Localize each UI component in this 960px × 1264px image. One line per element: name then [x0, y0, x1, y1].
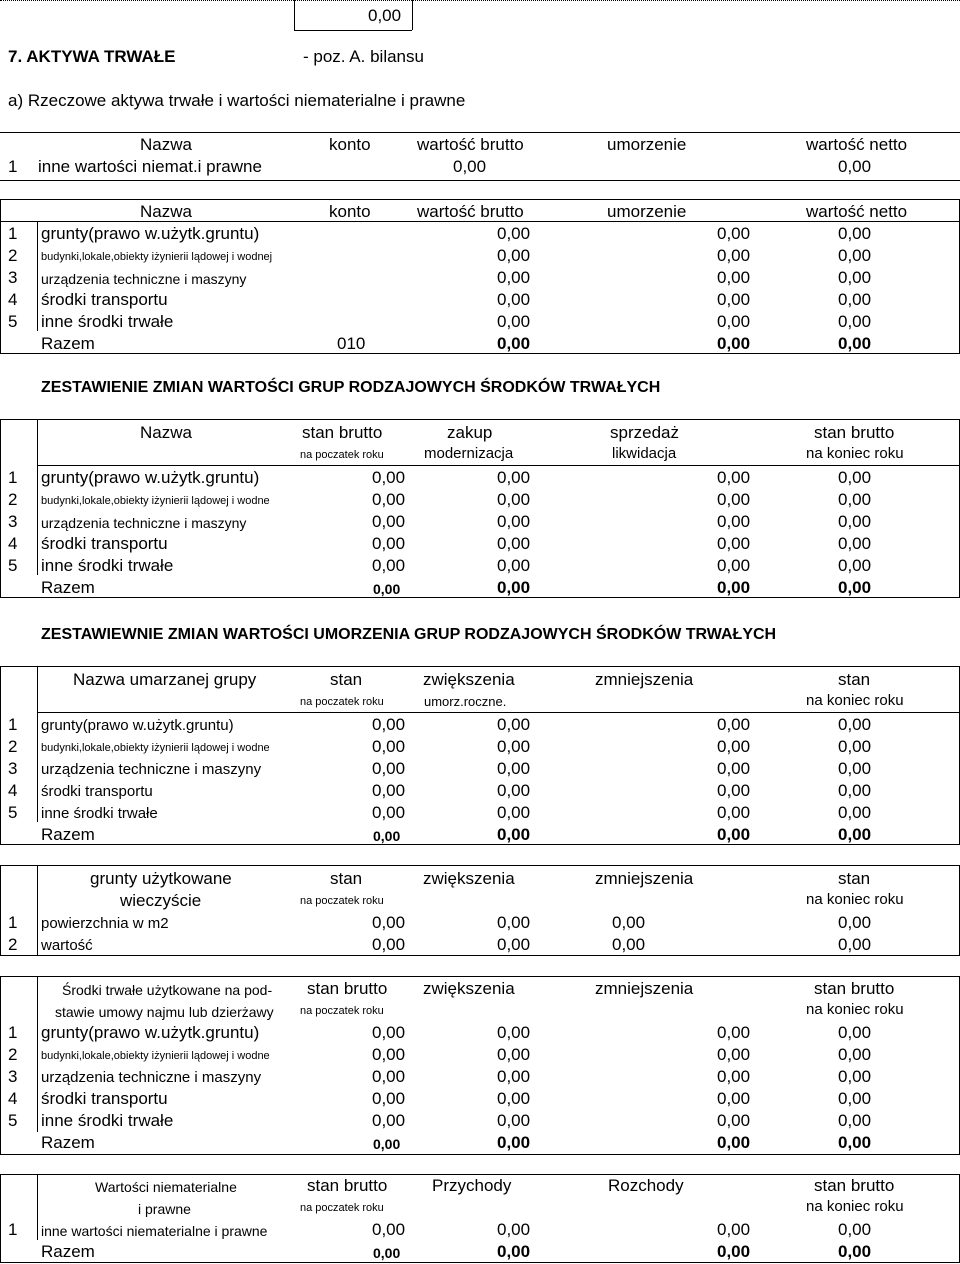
top-value: 0,00 [368, 6, 402, 25]
row-number: 4 [8, 1089, 18, 1108]
gross-value-cell: 0,00 [497, 290, 531, 309]
subheader-liquidation: likwidacja [612, 445, 677, 462]
column-header-start-state: stan [330, 670, 363, 689]
row-number: 5 [8, 803, 18, 822]
total-value: 0,00 [838, 1242, 872, 1261]
subheader-annual-depreciation: umorz.roczne. [424, 694, 507, 709]
row-number: 2 [8, 246, 18, 265]
column-header-purchase: zakup [447, 423, 493, 442]
row-name: budynki,lokale,obiekty iżynierii lądowej i wodne [41, 495, 270, 507]
value-cell: 0,00 [838, 468, 872, 487]
row-name: grunty(prawo w.użytk.gruntu) [41, 468, 260, 487]
value-cell: 0,00 [717, 737, 751, 756]
page-title: 7. AKTYWA TRWAŁE [8, 47, 176, 66]
subheader-end-of-year: na koniec roku [806, 1001, 904, 1018]
row-name: budynki,lokale,obiekty iżynierii lądowej i wodne [41, 1050, 270, 1062]
column-header-decreases: zmniejszenia [595, 869, 694, 888]
total-label: Razem [41, 1242, 95, 1261]
gross-value-cell: 0,00 [497, 312, 531, 331]
row-number: 4 [8, 534, 18, 553]
value-cell: 0,00 [372, 759, 406, 778]
top-cell-right-border [412, 0, 413, 30]
net-value-cell: 0,00 [838, 224, 872, 243]
value-cell: 0,00 [717, 1111, 751, 1130]
value-cell: 0,00 [612, 913, 646, 932]
subheader-end-of-year: na koniec roku [806, 692, 904, 709]
row-name: urządzenia techniczne i maszyny [41, 761, 262, 778]
total-value: 0,00 [497, 825, 531, 844]
value-cell: 0,00 [497, 1111, 531, 1130]
depreciation-cell: 0,00 [717, 268, 751, 287]
value-cell: 0,00 [372, 556, 406, 575]
value-cell: 0,00 [497, 715, 531, 734]
subheader-start-of-year: na poczatek roku [300, 1005, 384, 1017]
value-cell: 0,00 [372, 1045, 406, 1064]
value-cell: 0,00 [497, 781, 531, 800]
column-header-start-state: stan [330, 869, 363, 888]
total-value: 0,00 [497, 578, 531, 597]
column-header-gross-start: stan brutto [302, 423, 383, 442]
column-header-increases: zwiększenia [423, 979, 515, 998]
row-name: grunty(prawo w.użytk.gruntu) [41, 1023, 260, 1042]
subheader-modernization: modernizacja [424, 445, 514, 462]
depreciation-cell: 0,00 [717, 246, 751, 265]
gross-value-cell: 0,00 [497, 268, 531, 287]
row-number: 2 [8, 1045, 18, 1064]
value-cell: 0,00 [497, 759, 531, 778]
total-value: 0,00 [497, 1242, 531, 1261]
value-cell: 0,00 [838, 935, 872, 954]
column-header-name-line2: stawie umowy najmu lub dzierżawy [55, 1004, 274, 1020]
balance-reference: - poz. A. bilansu [303, 47, 424, 66]
value-cell: 0,00 [372, 1089, 406, 1108]
row-number: 5 [8, 556, 18, 575]
row-name: wartość [41, 937, 93, 954]
row-number: 5 [8, 1111, 18, 1130]
value-cell: 0,00 [717, 512, 751, 531]
row-name: środki transportu [41, 534, 168, 553]
subheader-start-of-year: na poczatek roku [300, 449, 384, 461]
row-number: 4 [8, 290, 18, 309]
value-cell: 0,00 [717, 1045, 751, 1064]
column-header-account: konto [329, 135, 371, 154]
value-cell: 0,00 [612, 935, 646, 954]
column-header-expenses: Rozchody [608, 1176, 684, 1195]
total-value: 0,00 [838, 825, 872, 844]
row-number: 1 [8, 157, 18, 176]
value-cell: 0,00 [717, 1089, 751, 1108]
value-cell: 0,00 [372, 468, 406, 487]
total-label: Razem [41, 578, 95, 597]
row-number: 3 [8, 268, 18, 287]
column-header-name: Nazwa [140, 202, 192, 221]
total-value: 0,00 [373, 581, 401, 597]
value-cell: 0,00 [838, 1045, 872, 1064]
column-header-name: Nazwa [140, 135, 192, 154]
column-header-name-line1: Środki trwałe użytkowane na pod- [62, 982, 273, 998]
column-header-gross-start: stan brutto [307, 1176, 388, 1195]
column-header-increases: zwiększenia [423, 869, 515, 888]
value-cell: 0,00 [838, 512, 872, 531]
depreciation-cell: 0,00 [717, 224, 751, 243]
column-header-depreciation: umorzenie [607, 135, 687, 154]
value-cell: 0,00 [838, 490, 872, 509]
subheader-start-of-year: na poczatek roku [300, 696, 384, 708]
column-header-name-line2: i prawne [138, 1201, 191, 1217]
column-header-gross-end: stan brutto [814, 979, 895, 998]
row-name: inne środki trwałe [41, 805, 158, 822]
row-name: grunty(prawo w.użytk.gruntu) [41, 224, 260, 243]
value-cell: 0,00 [838, 1111, 872, 1130]
row-number: 2 [8, 490, 18, 509]
subheader-start-of-year: na poczatek roku [300, 895, 384, 907]
value-cell: 0,00 [372, 935, 406, 954]
subheader-end-of-year: na koniec roku [806, 891, 904, 908]
value-cell: 0,00 [372, 715, 406, 734]
column-header-gross-value: wartość brutto [417, 202, 524, 221]
value-cell: 0,00 [717, 715, 751, 734]
row-name: urządzenia techniczne i maszyny [41, 515, 247, 531]
value-cell: 0,00 [717, 490, 751, 509]
row-number: 3 [8, 1067, 18, 1086]
column-header-net-value: wartość netto [806, 202, 908, 221]
row-number: 2 [8, 737, 18, 756]
row-name: inne środki trwałe [41, 312, 174, 331]
total-label: Razem [41, 825, 95, 844]
net-value-cell: 0,00 [838, 246, 872, 265]
depreciation-cell: 0,00 [717, 312, 751, 331]
section-title-depreciation-changes: ZESTAWIEWNIE ZMIAN WARTOŚCI UMORZENIA GRUP RODZAJOWYCH ŚRODKÓW TRWAŁYCH [41, 626, 777, 643]
value-cell: 0,00 [372, 1111, 406, 1130]
value-cell: 0,00 [717, 556, 751, 575]
value-cell: 0,00 [838, 556, 872, 575]
gross-value-cell: 0,00 [497, 246, 531, 265]
row-name: budynki,lokale,obiekty iżynierii lądowej i wodne [41, 742, 270, 754]
value-cell: 0,00 [838, 759, 872, 778]
row-name: środki transportu [41, 1089, 168, 1108]
value-cell: 0,00 [497, 468, 531, 487]
net-value-cell: 0,00 [838, 312, 872, 331]
net-value-cell: 0,00 [838, 290, 872, 309]
total-label: Razem [41, 1133, 95, 1152]
row-name: środki transportu [41, 783, 153, 800]
total-value: 0,00 [717, 825, 751, 844]
value-cell: 0,00 [497, 737, 531, 756]
row-name: urządzenia techniczne i maszyny [41, 271, 247, 287]
value-cell: 0,00 [497, 556, 531, 575]
value-cell: 0,00 [497, 1089, 531, 1108]
top-dotted-border [0, 0, 960, 1]
total-value: 0,00 [497, 1133, 531, 1152]
value-cell: 0,00 [372, 1067, 406, 1086]
value-cell: 0,00 [838, 715, 872, 734]
column-header-name: Nazwa [140, 423, 192, 442]
row-number: 3 [8, 759, 18, 778]
row-name: inne środki trwałe [41, 556, 174, 575]
value-cell: 0,00 [838, 534, 872, 553]
column-header-name-line2: wieczyście [120, 891, 202, 910]
row-number: 1 [8, 224, 18, 243]
total-value: 0,00 [373, 1245, 401, 1261]
value-cell: 0,00 [372, 512, 406, 531]
value-cell: 0,00 [717, 1023, 751, 1042]
net-value-cell: 0,00 [838, 268, 872, 287]
value-cell: 0,00 [838, 1023, 872, 1042]
value-cell: 0,00 [497, 1067, 531, 1086]
value-cell: 0,00 [838, 781, 872, 800]
total-value: 0,00 [373, 828, 401, 844]
row-name: urządzenia techniczne i maszyny [41, 1069, 262, 1086]
column-header-gross-value: wartość brutto [417, 135, 524, 154]
value-cell: 0,00 [372, 803, 406, 822]
value-cell: 0,00 [497, 1045, 531, 1064]
total-value: 0,00 [838, 578, 872, 597]
value-cell: 0,00 [497, 490, 531, 509]
value-cell: 0,00 [372, 913, 406, 932]
column-header-depreciation: umorzenie [607, 202, 687, 221]
top-cell-left-border [294, 0, 295, 30]
row-number: 3 [8, 512, 18, 531]
column-header-gross-end: stan brutto [814, 1176, 895, 1195]
total-depreciation: 0,00 [717, 334, 751, 353]
value-cell: 0,00 [838, 737, 872, 756]
gross-value-cell: 0,00 [453, 157, 487, 176]
value-cell: 0,00 [372, 490, 406, 509]
column-header-end-state: stan [838, 869, 871, 888]
value-cell: 0,00 [838, 1089, 872, 1108]
value-cell: 0,00 [497, 512, 531, 531]
gross-value-cell: 0,00 [497, 224, 531, 243]
column-header-sale: sprzedaż [610, 423, 679, 442]
value-cell: 0,00 [838, 1220, 872, 1239]
row-number: 1 [8, 468, 18, 487]
column-header-end-state: stan [838, 670, 871, 689]
row-name: środki transportu [41, 290, 168, 309]
row-name: powierzchnia w m2 [41, 915, 169, 932]
value-cell: 0,00 [717, 759, 751, 778]
total-value: 0,00 [717, 578, 751, 597]
row-name: inne wartości niematerialne i prawne [41, 1223, 268, 1239]
value-cell: 0,00 [717, 1067, 751, 1086]
value-cell: 0,00 [717, 468, 751, 487]
column-header-gross-end: stan brutto [814, 423, 895, 442]
total-net-value: 0,00 [838, 334, 872, 353]
value-cell: 0,00 [717, 781, 751, 800]
value-cell: 0,00 [372, 1023, 406, 1042]
row-name: budynki,lokale,obiekty iżynierii lądowej i wodnej [41, 251, 273, 263]
value-cell: 0,00 [372, 737, 406, 756]
net-value-cell: 0,00 [838, 157, 872, 176]
row-number: 1 [8, 913, 18, 932]
total-account: 010 [337, 334, 366, 353]
column-header-gross-start: stan brutto [307, 979, 388, 998]
row-number: 4 [8, 781, 18, 800]
value-cell: 0,00 [497, 1023, 531, 1042]
value-cell: 0,00 [497, 534, 531, 553]
column-header-name-line1: grunty użytkowane [90, 869, 232, 888]
value-cell: 0,00 [497, 1220, 531, 1239]
subheader-start-of-year: na poczatek roku [300, 1202, 384, 1214]
row-number: 5 [8, 312, 18, 331]
row-number: 1 [8, 1023, 18, 1042]
column-header-name-line1: Wartości niematerialne [95, 1179, 237, 1195]
total-value: 0,00 [717, 1242, 751, 1261]
total-value: 0,00 [373, 1136, 401, 1152]
row-number: 1 [8, 1220, 18, 1239]
section-subtitle: a) Rzeczowe aktywa trwałe i wartości niematerialne i prawne [8, 91, 466, 110]
column-header-account: konto [329, 202, 371, 221]
subheader-end-of-year: na koniec roku [806, 445, 904, 462]
depreciation-cell: 0,00 [717, 290, 751, 309]
value-cell: 0,00 [372, 534, 406, 553]
column-header-decreases: zmniejszenia [595, 670, 694, 689]
column-header-net-value: wartość netto [806, 135, 908, 154]
column-header-income: Przychody [432, 1176, 512, 1195]
value-cell: 0,00 [717, 1220, 751, 1239]
row-name: grunty(prawo w.użytk.gruntu) [41, 717, 234, 734]
value-cell: 0,00 [497, 803, 531, 822]
total-label: Razem [41, 334, 95, 353]
column-header-increases: zwiększenia [423, 670, 515, 689]
value-cell: 0,00 [838, 913, 872, 932]
subheader-end-of-year: na koniec roku [806, 1198, 904, 1215]
total-value: 0,00 [717, 1133, 751, 1152]
row-name: inne wartości niemat.i prawne [38, 157, 262, 176]
value-cell: 0,00 [838, 803, 872, 822]
value-cell: 0,00 [497, 935, 531, 954]
value-cell: 0,00 [717, 534, 751, 553]
section-title-gross-changes: ZESTAWIENIE ZMIAN WARTOŚCI GRUP RODZAJOWYCH ŚRODKÓW TRWAŁYCH [41, 379, 661, 396]
value-cell: 0,00 [372, 1220, 406, 1239]
column-header-decreases: zmniejszenia [595, 979, 694, 998]
top-cell-bottom-border [294, 30, 412, 31]
column-header-group-name: Nazwa umarzanej grupy [73, 670, 257, 689]
row-name: inne środki trwałe [41, 1111, 174, 1130]
value-cell: 0,00 [838, 1067, 872, 1086]
value-cell: 0,00 [497, 913, 531, 932]
total-value: 0,00 [838, 1133, 872, 1152]
total-gross-value: 0,00 [497, 334, 531, 353]
value-cell: 0,00 [372, 781, 406, 800]
value-cell: 0,00 [717, 803, 751, 822]
row-number: 2 [8, 935, 18, 954]
row-number: 1 [8, 715, 18, 734]
